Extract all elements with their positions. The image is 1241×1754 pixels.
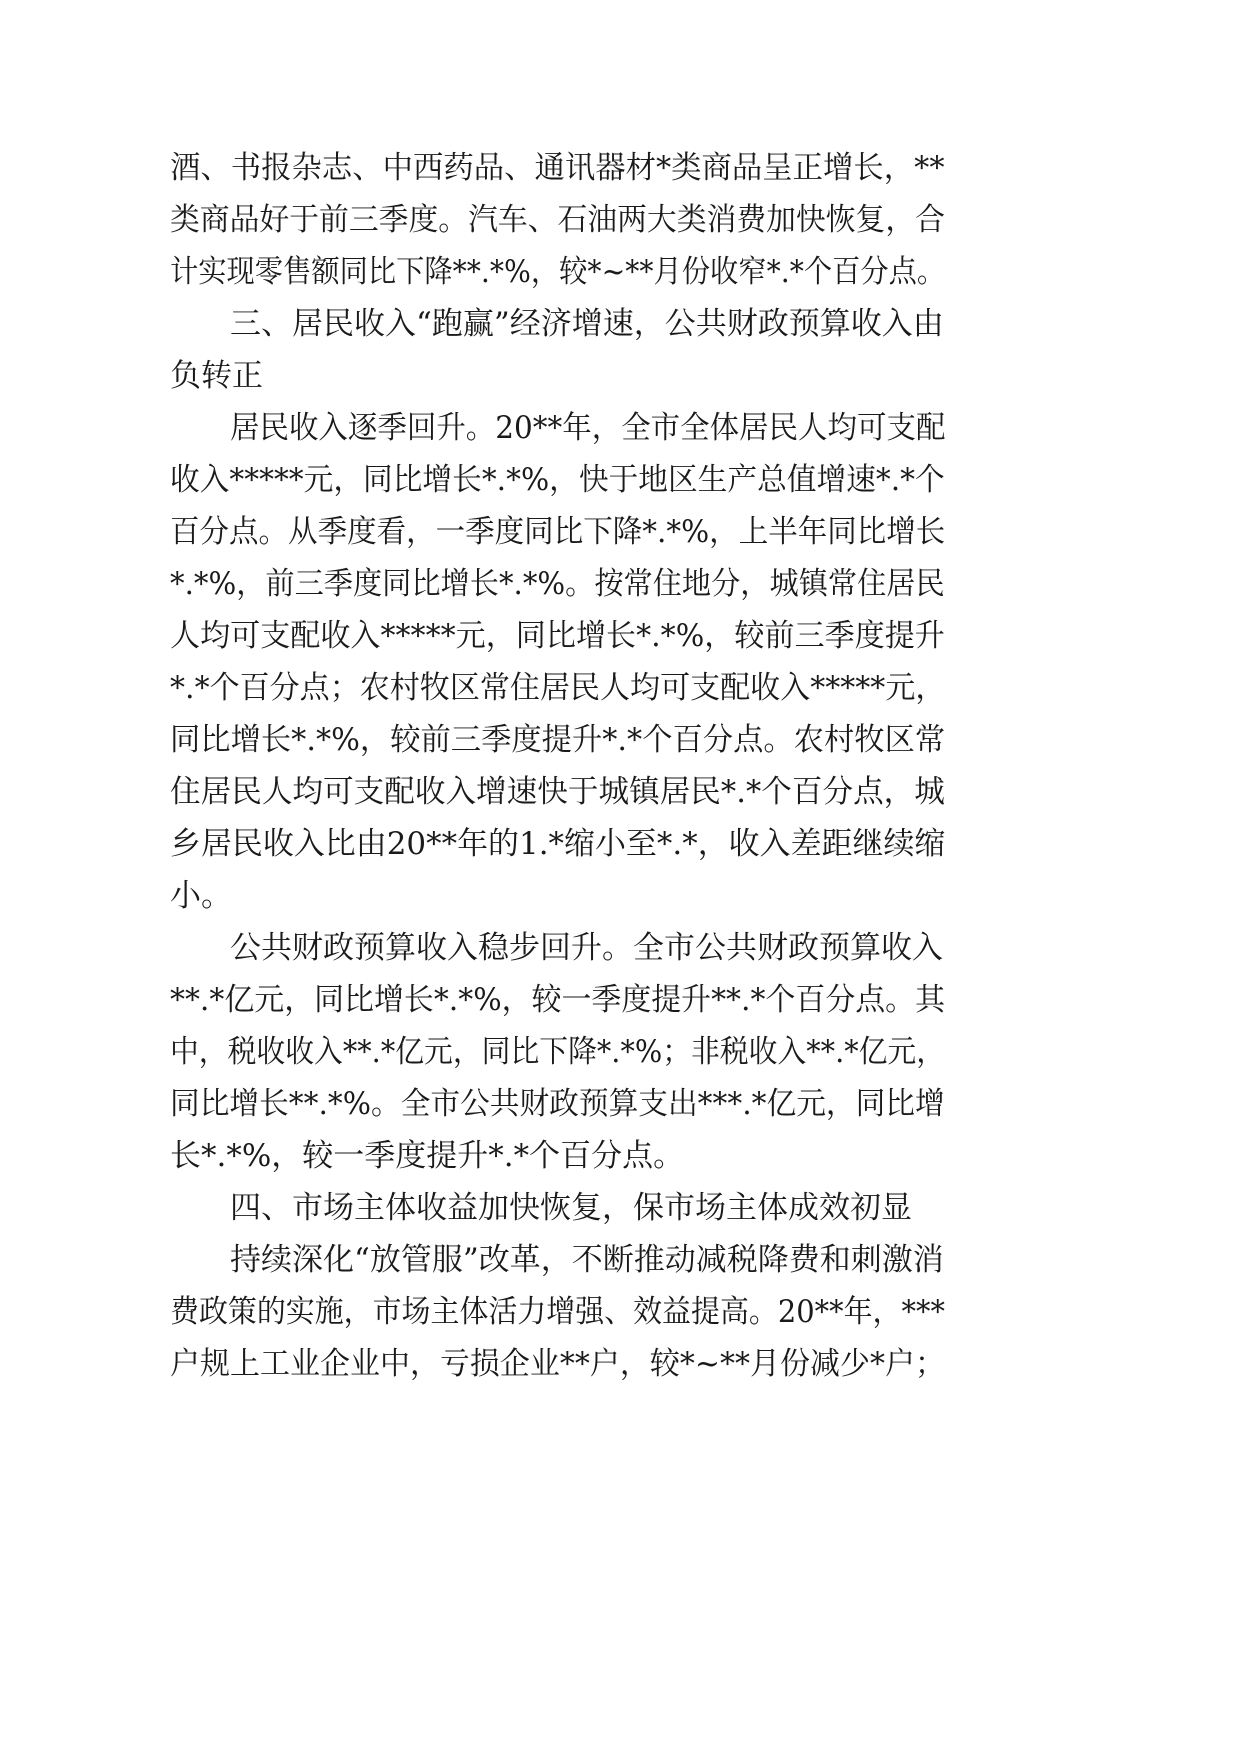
text-line: 人均可支配收入*****元，同比增长*.*%，较前三季度提升	[170, 618, 945, 654]
text-line: *.*个百分点；农村牧区常住居民人均可支配收入*****元，	[170, 670, 946, 706]
text-line: 类商品好于前三季度。汽车、石油两大类消费加快恢复，合	[170, 202, 945, 238]
text-line: *.*%，前三季度同比增长*.*%。按常住地分，城镇常住居民	[170, 566, 945, 602]
paragraph-start: 持续深化“放管服”改革，不断推动减税降费和刺激消	[230, 1242, 944, 1278]
text-line: 费政策的实施，市场主体活力增强、效益提高。20**年，***	[170, 1294, 945, 1330]
text-line: 收入*****元，同比增长*.*%，快于地区生产总值增速*.*个	[170, 462, 945, 498]
text-line: 同比增长*.*%，较前三季度提升*.*个百分点。农村牧区常	[170, 722, 946, 758]
section-heading: 三、居民收入“跑赢”经济增速，公共财政预算收入由	[230, 306, 944, 342]
text-line: 户规上工业企业中，亏损企业**户，较*~**月份减少*户；	[170, 1346, 945, 1382]
text-line: 计实现零售额同比下降**.*%，较*~**月份收窄*.*个百分点。	[170, 254, 946, 290]
text-line: 百分点。从季度看，一季度同比下降*.*%，上半年同比增长	[170, 514, 946, 550]
text-line: 中，税收收入**.*亿元，同比下降*.*%；非税收入**.*亿元，	[170, 1034, 946, 1070]
text-line: **.*亿元，同比增长*.*%，较一季度提升**.*个百分点。其	[170, 982, 946, 1018]
paragraph-start: 公共财政预算收入稳步回升。全市公共财政预算收入	[230, 930, 943, 966]
text-line: 乡居民收入比由20**年的1.*缩小至*.*，收入差距继续缩	[170, 826, 946, 862]
text-line: 同比增长**.*%。全市公共财政预算支出***.*亿元，同比增	[170, 1086, 945, 1122]
text-line: 住居民人均可支配收入增速快于城镇居民*.*个百分点，城	[170, 774, 945, 810]
text-line: 酒、书报杂志、中西药品、通讯器材*类商品呈正增长，**	[170, 150, 945, 186]
section-heading: 负转正	[170, 358, 263, 394]
section-heading: 四、市场主体收益加快恢复，保市场主体成效初显	[230, 1190, 912, 1226]
text-line: 小。	[170, 878, 232, 914]
text-line: 长*.*%，较一季度提升*.*个百分点。	[170, 1138, 685, 1174]
paragraph-start: 居民收入逐季回升。20**年，全市全体居民人均可支配	[230, 410, 946, 446]
